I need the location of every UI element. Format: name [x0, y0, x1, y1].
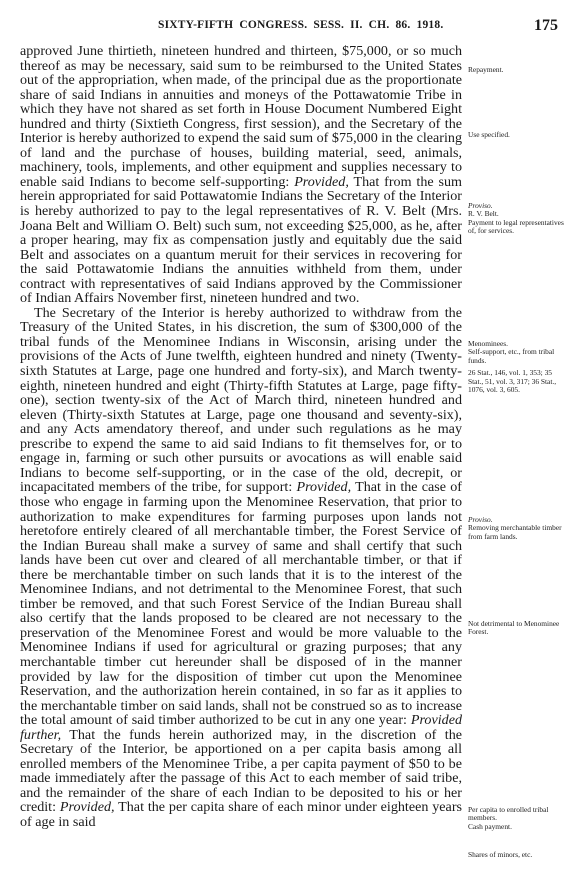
margin-note-repayment: [468, 66, 568, 74]
paragraph-text: The Secretary of the Interior is hereby authorized to withdraw from the Treasury of the United States, in his discretion, the sum of $300,000 of the tribal funds of the Menominee Indians in Wisconsin, arising under the provisions of the Acts of June twelfth, eighteen hundred and ninety (Twenty-sixth Statutes at Large, page one hundred and forty-six), and March twenty-eighth, nineteen hundred and eight (Thirty-fifth Statutes at Large, page fifty-one), section twenty-six of the Act of March third, nineteen hundred and eleven (Thirty-sixth Statutes at Large, page one thousand and seventy-six), and any Acts amendatory thereof, and under such regulations as he may prescribe to expend the same to aid said Indians to fit themselves for, or to engage in, farming or such other pursuits or avocations as will enable said Indians to become self-supporting, or in the case of the old, decrepit, or incapacitated members of the tribe, for support:: [20, 304, 462, 496]
margin-note-line: R. V. Belt.: [468, 209, 499, 219]
margin-note-line: Not detrimental to Menominee Forest.: [468, 619, 560, 637]
margin-note-per-capita: [468, 806, 568, 831]
proviso-further-keyword: Provided further,: [20, 712, 462, 743]
margin-note-line: 26 Stat., 146, vol. 1, 353; 35 Stat., 51, vol. 3, 317; 36 Stat., 1076, vol. 3, 605.: [468, 368, 557, 395]
margin-note-line: Per capita to enrolled tribal members.: [468, 805, 549, 823]
margin-note-line: Shares of minors, etc.: [468, 850, 533, 859]
paragraph-text: That in the case of those who engage in farming upon the Menominee Reservation, that prior to authorization to make expenditures for farming purposes upon lands not heretofore entirely cleared of all merchantable timber, the Forest Service of the Indian Bureau shall make a survey of same and shall certify that such lands have been cut over and cleared of all merchantable timber, or that if there be merchantable timber on such lands that it is to the interest of the Menominee Indians, and not detrimental to the Menominee Forest, that such timber be removed, and that such Forest Service of the Indian Bureau shall also certify that the lands proposed to be cleared are not necessary to the preservation of the Menominee Forest and would be more valuable to the Menominee Indians if used for agricultural or grazing purposes; that any merchantable timber cut hereunder shall be disposed of in the manner provided by law for the disposition of timber cut upon the Menominee Reservation, and the authorization herein contained, in so far as it applies to the merchantable timber on said lands, shall not be construed so as to increase the total amount of said timber authorized to be cut in any one year:: [20, 479, 462, 729]
margin-note-line: Repayment.: [468, 65, 504, 74]
margin-note-minors: [468, 851, 568, 859]
paragraph-text: That the per capita share of each minor under eighteen years of age in said: [20, 799, 462, 830]
page-header: [0, 17, 578, 39]
margin-note-line: Cash payment.: [468, 821, 512, 831]
proviso-keyword: Provided,: [296, 479, 352, 496]
margin-note-line: Removing merchantable timber from farm lands.: [468, 523, 562, 541]
margin-note-menominees: [468, 340, 568, 394]
proviso-keyword: Provided,: [294, 173, 349, 190]
paragraph-pottawatomie: [20, 44, 462, 306]
margin-note-line: Payment to legal representatives of, for services.: [468, 217, 564, 236]
page-number: 175: [534, 17, 558, 34]
paragraph-text: That from the sum herein appropriated for said Pottawatomie Indians the Secretary of the Interior is hereby authorized to pay to the legal representatives of R. V. Belt (Mrs. Joana Belt and William O. Belt) such sum, not exceeding $25,000, as he, after a proper hearing, may fix as compensation justly and equitably due the said Belt and associates on a quantum meruit for their services in recovering for the said Pottawatomie Indians the annuities withheld from them, under contract with representatives of said Indians approved by the Commissioner of Indian Affairs November first, nineteen hundred and two.: [20, 173, 462, 307]
margin-note-heading: Proviso.: [468, 201, 493, 210]
margin-note-use-specified: [468, 131, 568, 139]
paragraph-text: approved June thirtieth, nineteen hundred and thirteen, $75,000, or so much thereof as may be necessary, said sum to be reimbursed to the United States out of the appropriation, when made, of the principal due as the proportionate share of said Indians in annuities and moneys of the Pottawatomie Tribe in which they have not shared as set forth in House Document Numbered Eight hundred and thirty (Sixtieth Congress, first session), and the Secretary of the Interior is hereby authorized to expend the said sum of $75,000 in the clearing of land and the purchase of houses, building material, seed, animals, machinery, tools, implements, and other equipment and supplies necessary to enable said Indians to become self-supporting:: [20, 43, 462, 190]
proviso-keyword: Provided,: [59, 799, 115, 816]
margin-note-forest: [468, 620, 568, 637]
margin-note-timber-proviso: [468, 516, 568, 541]
paragraph-menominee: [20, 306, 462, 830]
statute-body: [20, 44, 462, 830]
margin-note-belt: [468, 202, 568, 236]
margin-note-line: Menominees.: [468, 339, 509, 348]
margin-note-line: Use specified.: [468, 130, 510, 139]
margin-note-line: Self-support, etc., from tribal funds.: [468, 347, 555, 365]
running-head: SIXTY-FIFTH CONGRESS. SESS. II. CH. 86. 1918.: [158, 19, 444, 31]
paragraph-text: That the funds herein authorized may, in the discretion of the Secretary of the Interior, be apportioned on a per capita basis among all enrolled members of the Menominee Tribe, a per capita payment of $50 to be made immediately after the passage of this Act to each member of said tribe, and the remainder of the share of each Indian to be deposited to his or her credit:: [20, 726, 462, 816]
margin-note-heading: Proviso.: [468, 515, 493, 524]
